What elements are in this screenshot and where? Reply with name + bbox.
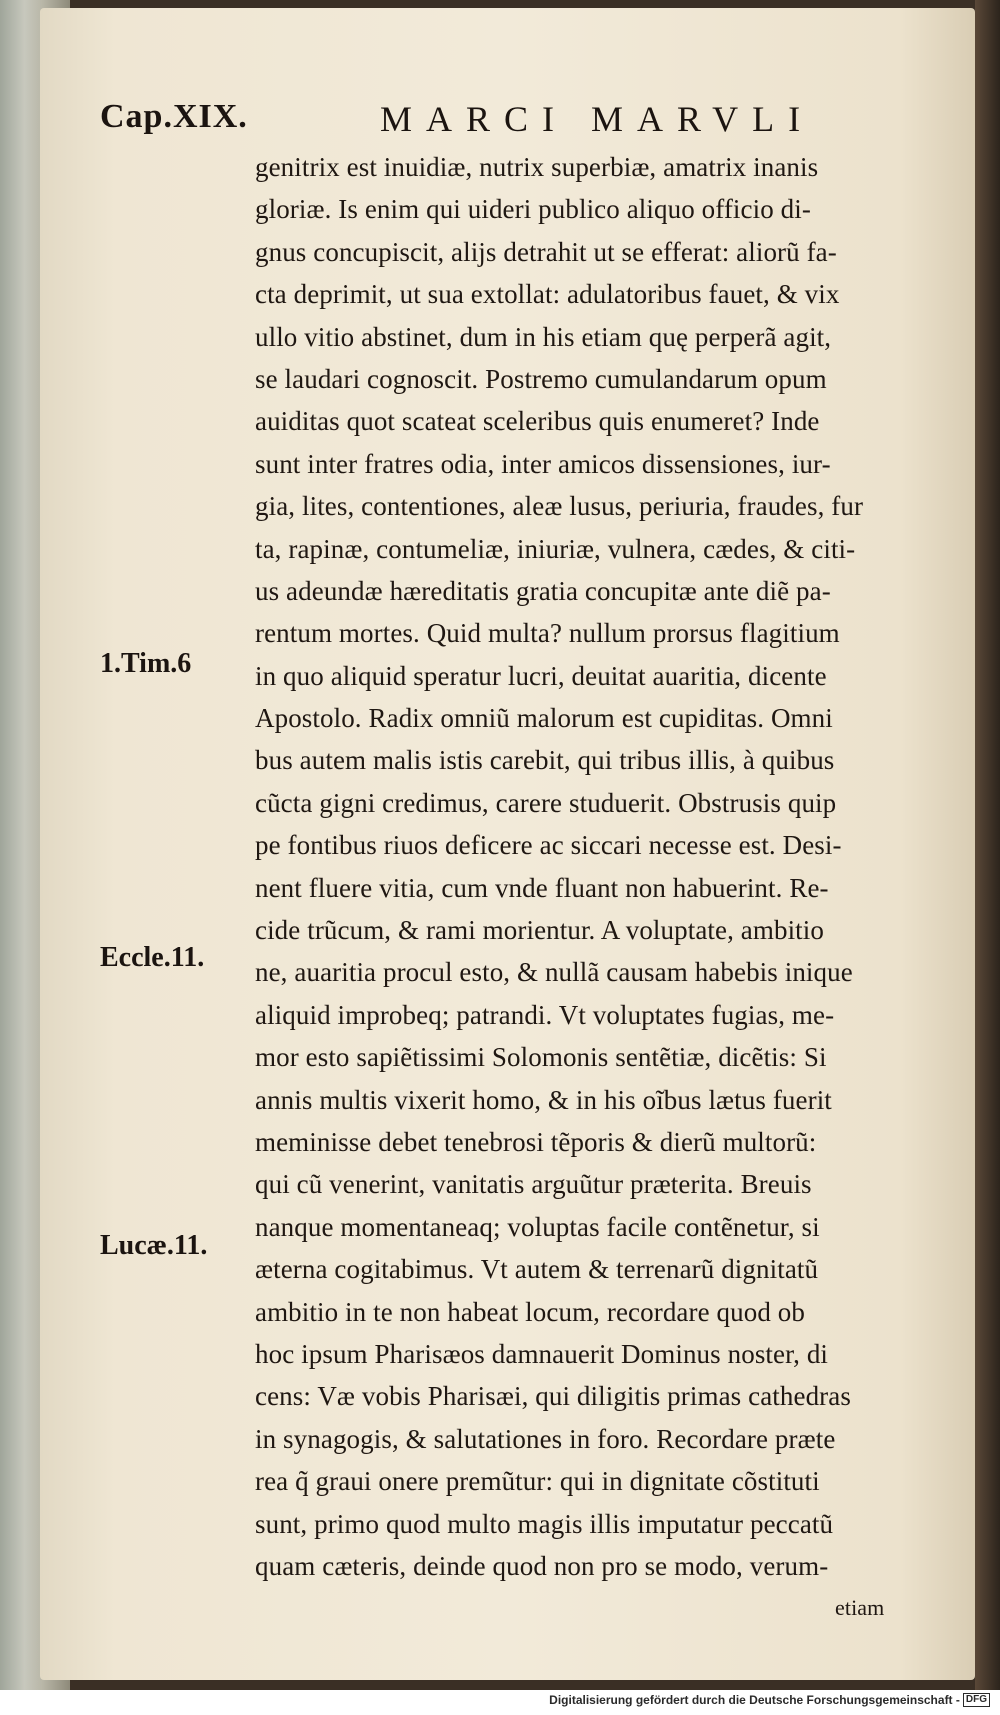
text-line: mor esto sapiẽtissimi Solomonis sentẽtiæ, dicẽtis: Si [255,1042,827,1073]
text-line: nanque momentaneaq; voluptas facile contẽnetur, si [255,1211,820,1242]
text-line: bus autem malis istis carebit, qui tribus illis, à quibus [255,745,835,776]
text-line: sunt, primo quod multo magis illis imputatur peccatũ [255,1508,834,1539]
text-line: cide trũcum, & rami morientur. A voluptate, ambitio [255,915,824,946]
text-line: pe fontibus riuos deficere ac siccari necesse est. Desi- [255,830,842,861]
text-line: Apostolo. Radix omniũ malorum est cupiditas. Omni [255,703,833,734]
text-line: gloriæ. Is enim qui uideri publico aliquo officio di- [255,194,811,225]
margin-note: 1.Tim.6 [100,648,192,679]
digitization-credit [549,1693,990,1707]
text-line: ullo vitio abstinet, dum in his etiam quę perperã agit, [255,321,832,352]
margin-note: Eccle.11. [100,942,205,973]
text-line: annis multis vixerit homo, & in his oĩbus lætus fuerit [255,1084,832,1115]
text-line: auiditas quot scateat sceleribus quis enumeret? Inde [255,406,820,437]
text-line: cũcta gigni credimus, carere studuerit. Obstrusis quip [255,787,837,818]
text-line: nent fluere vitia, cum vnde fluant non habuerint. Re- [255,872,829,903]
text-line: gnus concupiscit, alijs detrahit ut se efferat: aliorũ fa- [255,236,837,267]
running-title: MARCI MARVLI [380,99,815,139]
text-line: cta deprimit, ut sua extollat: adulatoribus fauet, & vix [255,279,840,310]
chapter-label: Cap.XIX. [100,98,248,135]
text-line: hoc ipsum Pharisæos damnauerit Dominus noster, di [255,1338,829,1369]
text-line: gia, lites, contentiones, aleæ lusus, periuria, fraudes, fur [255,491,864,522]
dfg-logo-icon: DFG [963,1693,990,1707]
text-line: ne, auaritia procul esto, & nullã causam habebis inique [255,957,853,988]
text-line: us adeundæ hæreditatis gratia concupitæ ante diẽ pa- [255,575,831,606]
text-line: quam cæteris, deinde quod non pro se modo, verum- [255,1550,829,1581]
page-header [100,98,960,148]
text-line: qui cũ venerint, vanitatis arguũtur præterita. Breuis [255,1169,812,1200]
catchword: etiam [835,1595,885,1621]
margin-note: Lucæ.11. [100,1230,208,1261]
text-line: in quo aliquid speratur lucri, deuitat auaritia, dicente [255,660,827,691]
body-text [255,146,935,1630]
text-line: se laudari cognoscit. Postremo cumulandarum opum [255,363,827,394]
text-line: ambitio in te non habeat locum, recordare quod ob [255,1296,805,1327]
text-line: rentum mortes. Quid multa? nullum prorsus flagitium [255,618,840,649]
text-line: sunt inter fratres odia, inter amicos dissensiones, iur- [255,448,831,479]
text-line: genitrix est inuidiæ, nutrix superbiæ, amatrix inanis [255,152,819,182]
text-line: in synagogis, & salutationes in foro. Recordare præte [255,1423,836,1454]
credit-text: Digitalisierung gefördert durch die Deutsche Forschungsgemeinschaft - [549,1693,960,1707]
text-line: aliquid improbeq; patrandi. Vt voluptates fugias, me- [255,999,835,1030]
text-line: rea q̃ graui onere premũtur: qui in dignitate cõstituti [255,1466,820,1497]
text-line: cens: Væ vobis Pharisæi, qui diligitis primas cathedras [255,1381,851,1412]
text-line: ta, rapinæ, contumeliæ, iniuriæ, vulnera, cædes, & citi- [255,533,856,564]
page-edge [975,0,1000,1690]
text-line: æterna cogitabimus. Vt autem & terrenarũ dignitatũ [255,1254,819,1285]
text-line: meminisse debet tenebrosi tẽporis & dierũ multorũ: [255,1126,817,1157]
